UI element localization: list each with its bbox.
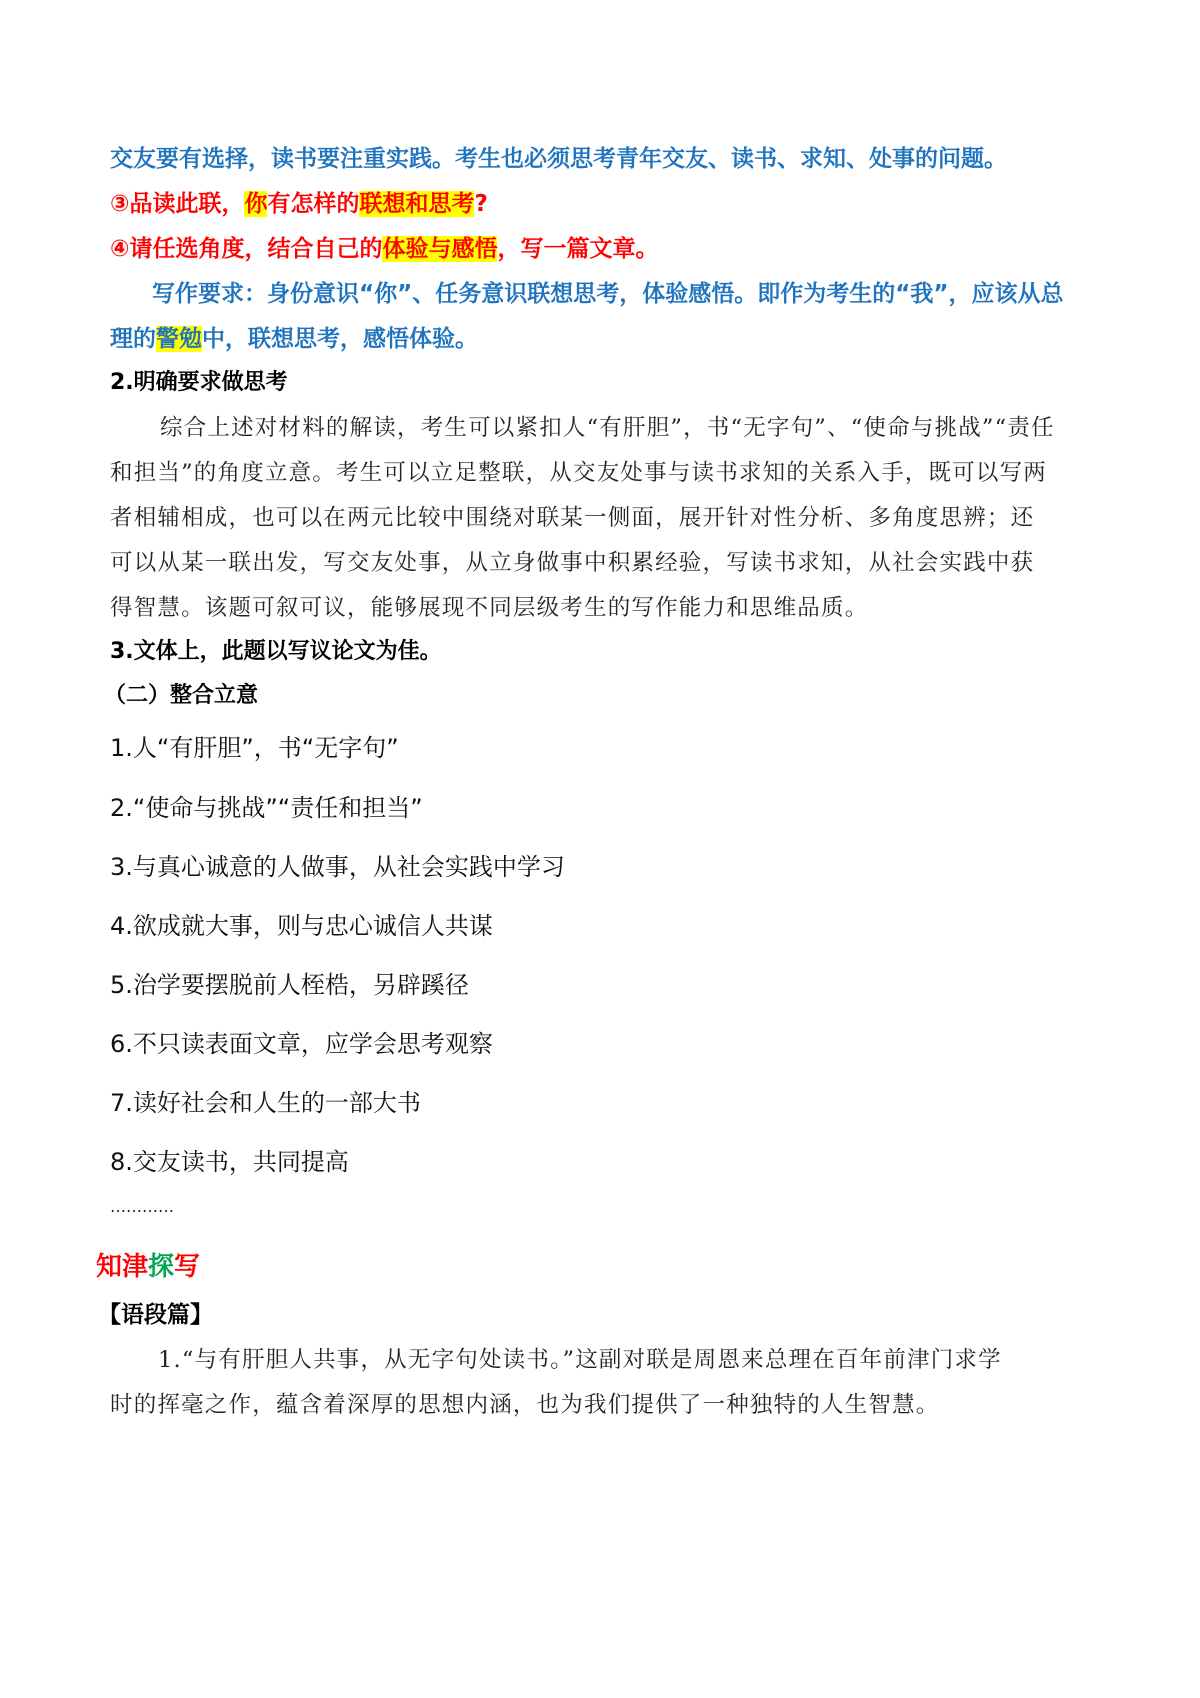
requirement-line-2-suffix: 中，联想思考，感悟体验。 [202, 326, 478, 352]
requirement-line-2-prefix: 理的 [110, 326, 156, 352]
list-item-7: 7.读好社会和人生的一部大书 [110, 1089, 421, 1117]
zhijin-part-2: 探 [148, 1252, 175, 1282]
question-3-highlight-you: 你 [244, 191, 268, 217]
question-4 [110, 230, 658, 263]
list-item-8: 8.交友读书，共同提高 [110, 1148, 349, 1176]
list-item-3: 3.与真心诚意的人做事，从社会实践中学习 [110, 853, 565, 881]
zhijin-part-1: 知津 [96, 1252, 149, 1282]
zhenghe-heading: （二）整合立意 [104, 683, 259, 708]
yuduan-heading: 【语段篇】 [98, 1302, 213, 1328]
list-item-1: 1.人“有肝胆”，书“无字句” [110, 734, 399, 762]
section-3-heading: 3.文体上，此题以写议论文为佳。 [110, 639, 442, 664]
question-3-highlight-think: 联想和思考 [359, 191, 475, 217]
list-item-6: 6.不只读表面文章，应学会思考观察 [110, 1030, 493, 1058]
top-line-1: 交友要有选择，读书要注重实践。考生也必须思考青年交友、读书、求知、处事的问题。 [110, 146, 1007, 172]
question-3-mid: 有怎样的 [267, 191, 360, 217]
ellipsis: ………… [110, 1197, 174, 1216]
requirement-line-2 [110, 320, 478, 353]
section-2-line-5: 得智慧。该题可叙可议，能够展现不同层级考生的写作能力和思维品质。 [110, 595, 869, 621]
yuduan-line-1: 1.“与有肝胆人共事，从无字句处读书。”这副对联是周恩来总理在百年前津门求学 [158, 1347, 1002, 1373]
zhijin-part-3: 写 [174, 1252, 201, 1282]
list-item-2: 2.“使命与挑战”“责任和担当” [110, 794, 423, 822]
yuduan-line-2: 时的挥毫之作，蕴含着深厚的思想内涵，也为我们提供了一种独特的人生智慧。 [110, 1392, 940, 1418]
question-4-prefix: ④请任选角度，结合自己的 [110, 236, 383, 262]
section-2-line-4: 可以从某一联出发，写交友处事，从立身做事中积累经验，写读书求知，从社会实践中获 [110, 550, 1035, 576]
question-3-suffix: ? [474, 191, 488, 217]
list-item-5: 5.治学要摆脱前人桎梏，另辟蹊径 [110, 971, 469, 999]
list-item-4: 4.欲成就大事，则与忠心诚信人共谋 [110, 912, 493, 940]
zhijin-heading [96, 1246, 200, 1283]
question-4-highlight: 体验与感悟 [382, 236, 498, 262]
section-2-heading: 2.明确要求做思考 [110, 370, 288, 395]
requirement-line-1: 写作要求：身份意识“你”、任务意识联想思考，体验感悟。即作为考生的“我”，应该从总 [152, 281, 1064, 307]
section-2-line-3: 者相辅相成，也可以在两元比较中围绕对联某一侧面，展开针对性分析、多角度思辨；还 [110, 505, 1035, 531]
section-2-line-2: 和担当”的角度立意。考生可以立足整联，从交友处事与读书求知的关系入手，既可以写两 [110, 460, 1048, 486]
requirement-line-2-highlight: 警勉 [156, 326, 202, 352]
question-3-prefix: ③品读此联， [110, 191, 245, 217]
question-4-suffix: ，写一篇文章。 [497, 236, 659, 262]
section-2-line-1: 综合上述对材料的解读，考生可以紧扣人“有肝胆”，书“无字句”、“使命与挑战”“责任 [160, 415, 1055, 441]
question-3 [110, 185, 488, 218]
